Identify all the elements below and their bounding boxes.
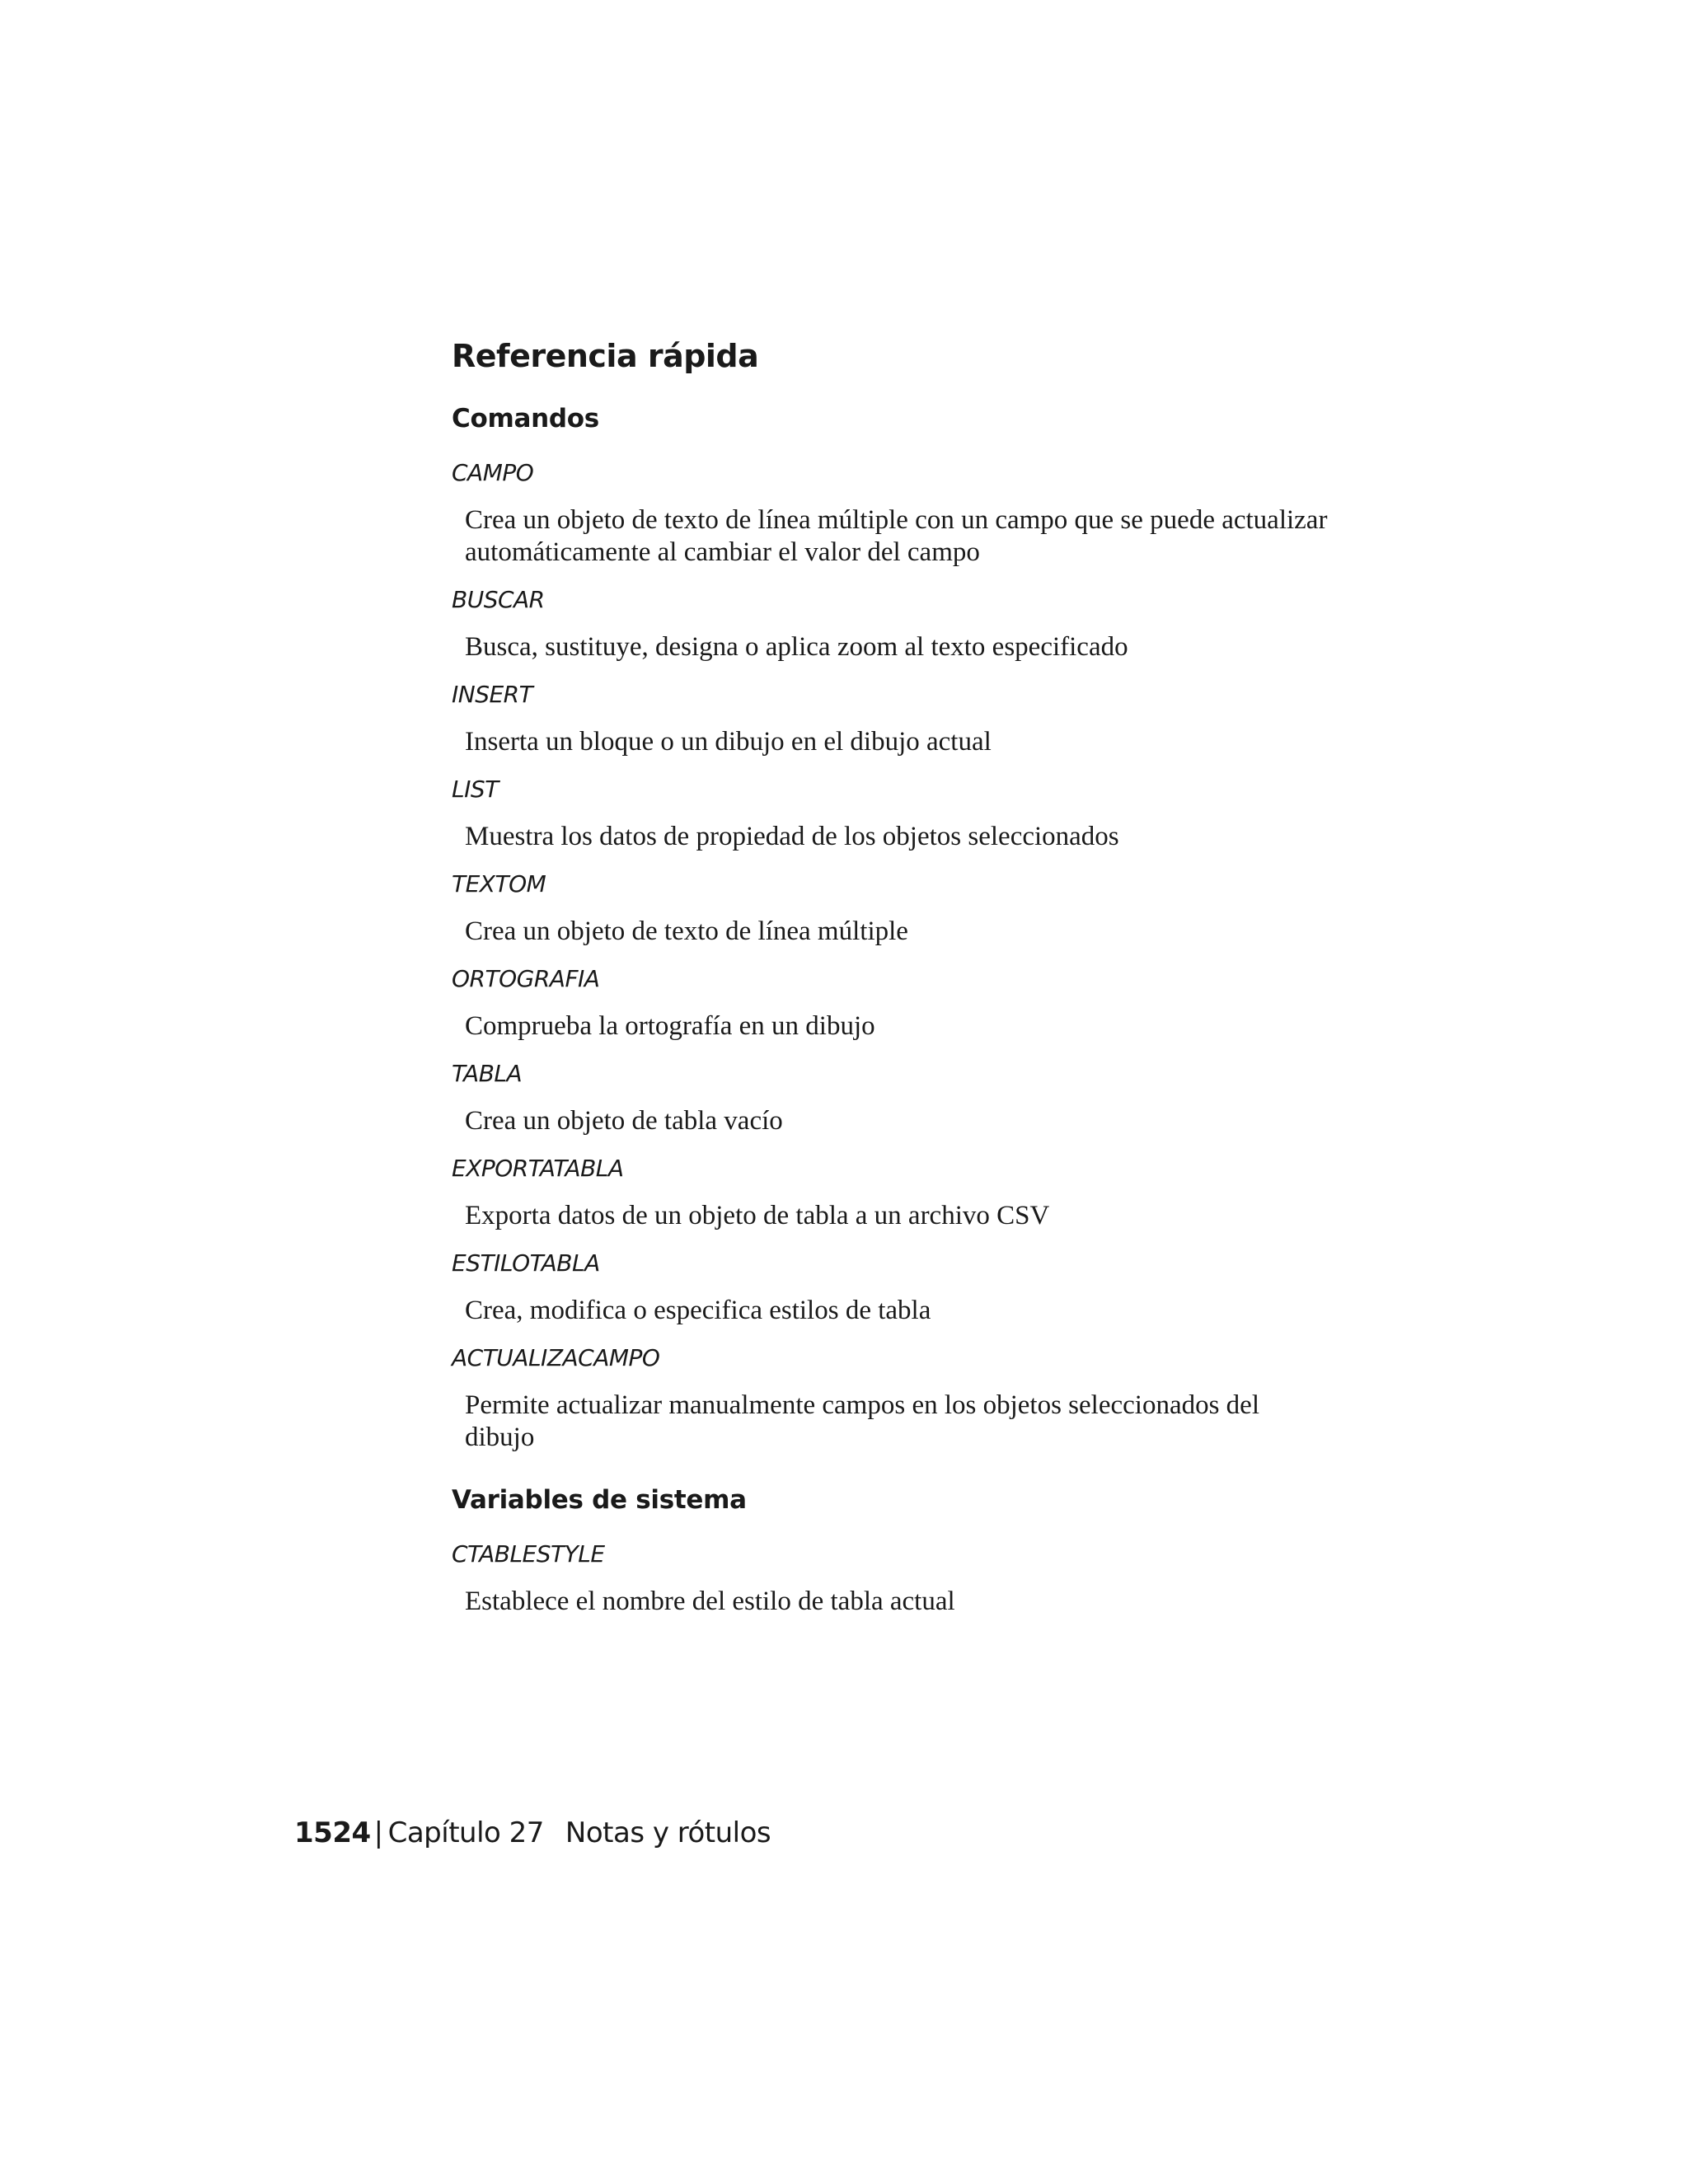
command-entry [452, 1154, 1325, 1232]
command-term: LIST [452, 776, 499, 803]
system-variables-heading: Variables de sistema [452, 1485, 747, 1515]
footer-separator: | [373, 1816, 383, 1849]
command-description: Crea un objeto de texto de línea múltiple [465, 916, 908, 946]
page-content [452, 336, 1328, 1634]
command-description: Crea un objeto de tabla vacío [465, 1106, 783, 1136]
chapter-title: Notas y rótulos [565, 1816, 771, 1849]
command-description: Comprueba la ortografía en un dibujo [465, 1011, 875, 1041]
command-entry [452, 585, 1325, 663]
command-description: Crea, modifica o especifica estilos de tabla [465, 1296, 931, 1325]
command-entry [452, 964, 1325, 1043]
system-variable-entry [452, 1540, 1325, 1618]
command-entry [452, 775, 1325, 853]
command-entry [452, 680, 1325, 758]
command-term: CAMPO [452, 459, 534, 486]
page-number: 1524 [294, 1816, 371, 1849]
command-entry [452, 1059, 1325, 1137]
commands-heading: Comandos [452, 404, 599, 434]
command-entry [452, 458, 1328, 569]
system-variable-description: Establece el nombre del estilo de tabla actual [465, 1586, 955, 1616]
command-term: TABLA [452, 1060, 523, 1087]
command-description: Inserta un bloque o un dibujo en el dibujo actual [465, 727, 992, 757]
command-term: ORTOGRAFIA [452, 965, 600, 992]
command-description: Permite actualizar manualmente campos en los objetos seleccionados del dibujo [465, 1390, 1259, 1452]
section-title: Referencia rápida [452, 338, 759, 374]
command-description: Exporta datos de un objeto de tabla a un archivo CSV [465, 1201, 1050, 1230]
command-description: Muestra los datos de propiedad de los objetos seleccionados [465, 822, 1119, 851]
command-description: Crea un objeto de texto de línea múltiple con un campo que se puede actualizar automáticamente al cambiar el valor del campo [465, 505, 1328, 567]
command-entry [452, 869, 1325, 948]
command-term: TEXTOM [452, 870, 546, 898]
command-entry [452, 1249, 1325, 1327]
page-footer [294, 1815, 771, 1851]
command-term: ACTUALIZACAMPO [452, 1344, 660, 1371]
command-entry [452, 1343, 1325, 1454]
chapter-label: Capítulo 27 [387, 1816, 544, 1849]
command-term: EXPORTATABLA [452, 1155, 624, 1182]
system-variable-term: CTABLESTYLE [452, 1540, 605, 1568]
command-term: BUSCAR [452, 586, 545, 613]
command-term: ESTILOTABLA [452, 1249, 600, 1277]
command-description: Busca, sustituye, designa o aplica zoom al texto especificado [465, 632, 1128, 662]
command-term: INSERT [452, 681, 533, 708]
